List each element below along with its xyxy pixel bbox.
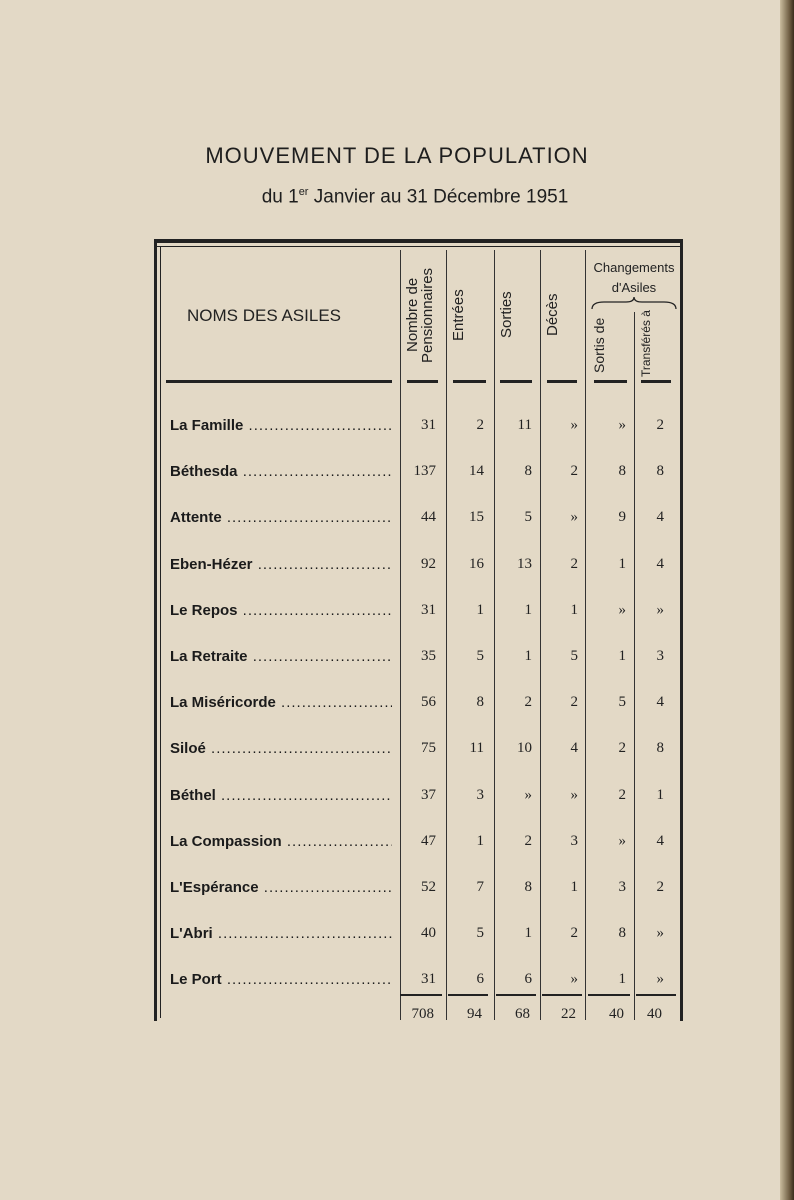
table-cell: 5 bbox=[570, 648, 578, 664]
table-cell: 75 bbox=[421, 740, 436, 757]
table-cell: 1 bbox=[570, 601, 578, 618]
table-row bbox=[0, 925, 794, 951]
table-cell: 44 bbox=[421, 509, 436, 526]
total-cell: 22 bbox=[561, 1006, 576, 1022]
table-cell: 6 bbox=[524, 971, 532, 988]
table-cell: 1 bbox=[524, 601, 532, 618]
table-cell: 2 bbox=[656, 879, 664, 895]
table-cell: 47 bbox=[421, 832, 436, 849]
asile-name: L'Espérance ..... bbox=[170, 879, 392, 896]
header-rule bbox=[594, 380, 627, 383]
header-changements bbox=[590, 258, 678, 298]
total-cell: 40 bbox=[609, 1006, 624, 1022]
table-cell: 2 bbox=[656, 417, 664, 433]
table-cell: 5 bbox=[618, 694, 626, 711]
table-cell: 137 bbox=[413, 463, 436, 480]
table-cell: 5 bbox=[524, 509, 532, 526]
total-cell: 708 bbox=[411, 1006, 434, 1022]
table-cell: 15 bbox=[469, 509, 484, 526]
total-cell: 40 bbox=[647, 1006, 662, 1022]
table-row bbox=[0, 694, 794, 720]
total-rule bbox=[636, 994, 676, 996]
table-cell: 4 bbox=[656, 509, 664, 526]
table-cell: 8 bbox=[524, 879, 532, 895]
table-cell: 4 bbox=[656, 555, 664, 572]
table-cell: 1 bbox=[524, 925, 532, 942]
table-cell: » bbox=[524, 786, 532, 803]
asile-name: Le Port ..... bbox=[170, 971, 392, 988]
table-border-top bbox=[154, 239, 683, 243]
table-row bbox=[0, 556, 794, 582]
total-rule bbox=[448, 994, 488, 996]
table-cell: 1 bbox=[570, 879, 578, 895]
table-cell: 2 bbox=[618, 740, 626, 757]
header-transferes-a: Transférés à bbox=[639, 310, 653, 378]
table-cell: 2 bbox=[476, 417, 484, 433]
table-cell: 35 bbox=[421, 648, 436, 664]
table-cell: » bbox=[618, 832, 626, 849]
table-cell: 2 bbox=[570, 694, 578, 711]
page-subtitle bbox=[0, 186, 794, 208]
table-row bbox=[0, 787, 794, 813]
header-rule bbox=[453, 380, 486, 383]
subtitle-rest: Janvier au 31 Décembre 1951 bbox=[308, 186, 569, 208]
table-row bbox=[0, 602, 794, 628]
asile-name: Siloé ..... bbox=[170, 740, 392, 757]
table-cell: 11 bbox=[469, 740, 484, 757]
table-cell: » bbox=[570, 971, 578, 988]
header-rule bbox=[547, 380, 577, 383]
table-cell: 8 bbox=[656, 463, 664, 480]
header-sortis-de: Sortis de bbox=[591, 317, 607, 373]
total-rule bbox=[496, 994, 536, 996]
asile-name: Béthesda ..... bbox=[170, 463, 392, 480]
table-row bbox=[0, 463, 794, 489]
table-border-top-inner bbox=[154, 246, 683, 247]
table-cell: » bbox=[570, 786, 578, 803]
table-cell: 31 bbox=[421, 601, 436, 618]
header-names: NOMS DES ASILES bbox=[187, 306, 341, 325]
table-row bbox=[0, 648, 794, 674]
total-rule bbox=[400, 994, 442, 996]
table-cell: 16 bbox=[469, 555, 484, 572]
table-cell: 4 bbox=[656, 694, 664, 711]
asile-name: La Miséricorde ..... bbox=[170, 694, 392, 711]
asile-name: Attente ..... bbox=[170, 509, 392, 526]
table-cell: » bbox=[618, 417, 626, 433]
table-cell: 11 bbox=[517, 417, 532, 433]
header-changements-line2: d'Asiles bbox=[611, 280, 657, 295]
table-row bbox=[0, 740, 794, 766]
table-cell: 3 bbox=[476, 786, 484, 803]
asile-name: Béthel ..... bbox=[170, 787, 392, 804]
table-cell: 2 bbox=[618, 786, 626, 803]
table-cell: 4 bbox=[656, 832, 664, 849]
total-cell: 94 bbox=[467, 1006, 482, 1022]
header-deces: Décès bbox=[544, 293, 561, 337]
asile-name: La Retraite ..... bbox=[170, 648, 392, 665]
table-cell: 1 bbox=[476, 832, 484, 849]
table-cell: 8 bbox=[618, 925, 626, 942]
table-cell: 1 bbox=[618, 971, 626, 988]
header-changements-line1: Changements bbox=[593, 260, 675, 275]
table-cell: 5 bbox=[476, 648, 484, 664]
table-cell: 13 bbox=[517, 555, 532, 572]
asile-name: Eben-Hézer ..... bbox=[170, 556, 392, 573]
table-cell: 7 bbox=[476, 879, 484, 895]
table-cell: » bbox=[656, 925, 664, 942]
table-cell: 40 bbox=[421, 925, 436, 942]
table-cell: 8 bbox=[524, 463, 532, 480]
table-cell: 1 bbox=[656, 786, 664, 803]
table-cell: 37 bbox=[421, 786, 436, 803]
header-rule-names bbox=[166, 380, 392, 383]
asile-name: La Compassion ..... bbox=[170, 833, 392, 850]
table-cell: » bbox=[570, 509, 578, 526]
table-cell: 1 bbox=[476, 601, 484, 618]
table-cell: 92 bbox=[421, 555, 436, 572]
total-rule bbox=[588, 994, 630, 996]
table-cell: 1 bbox=[618, 555, 626, 572]
table-cell: » bbox=[618, 601, 626, 618]
total-cell: 68 bbox=[515, 1006, 530, 1022]
table-cell: 3 bbox=[570, 832, 578, 849]
table-cell: 2 bbox=[524, 832, 532, 849]
table-cell: 31 bbox=[421, 971, 436, 988]
table-cell: 2 bbox=[570, 925, 578, 942]
table-cell: 9 bbox=[618, 509, 626, 526]
table-cell: 8 bbox=[618, 463, 626, 480]
table-cell: 6 bbox=[476, 971, 484, 988]
table-cell: 52 bbox=[421, 879, 436, 895]
page-edge bbox=[780, 0, 794, 1200]
table-cell: 3 bbox=[656, 648, 664, 664]
subtitle-sup: er bbox=[298, 186, 309, 198]
table-row bbox=[0, 833, 794, 859]
table-row bbox=[0, 879, 794, 905]
table-cell: » bbox=[570, 417, 578, 433]
table-cell: 1 bbox=[524, 648, 532, 664]
total-rule bbox=[542, 994, 582, 996]
asile-name: La Famille ..... bbox=[170, 417, 392, 434]
table-cell: 56 bbox=[421, 694, 436, 711]
header-entrees: Entrées bbox=[450, 289, 467, 341]
table-cell: 2 bbox=[524, 694, 532, 711]
table-cell: 4 bbox=[570, 740, 578, 757]
header-pensionnaires: Nombre de Pensionnaires bbox=[404, 267, 436, 363]
table-row bbox=[0, 509, 794, 535]
table-cell: 5 bbox=[476, 925, 484, 942]
subtitle-prefix: du 1 bbox=[261, 186, 299, 208]
table-cell: 8 bbox=[476, 694, 484, 711]
header-sorties: Sorties bbox=[498, 291, 515, 339]
header-rule bbox=[641, 380, 671, 383]
page-title: MOUVEMENT DE LA POPULATION bbox=[205, 143, 589, 168]
asile-name: L'Abri ..... bbox=[170, 925, 392, 942]
table-cell: 8 bbox=[656, 740, 664, 757]
table-cell: 2 bbox=[570, 555, 578, 572]
table-cell: 10 bbox=[517, 740, 532, 757]
table-cell: 14 bbox=[469, 463, 484, 480]
table-cell: 3 bbox=[618, 879, 626, 895]
table-cell: 1 bbox=[618, 648, 626, 664]
table-row bbox=[0, 417, 794, 443]
header-rule bbox=[500, 380, 532, 383]
asile-name: Le Repos ..... bbox=[170, 602, 392, 619]
header-rule bbox=[407, 380, 438, 383]
table-cell: 31 bbox=[421, 417, 436, 433]
table-cell: » bbox=[656, 601, 664, 618]
table-cell: » bbox=[656, 971, 664, 988]
table-cell: 2 bbox=[570, 463, 578, 480]
